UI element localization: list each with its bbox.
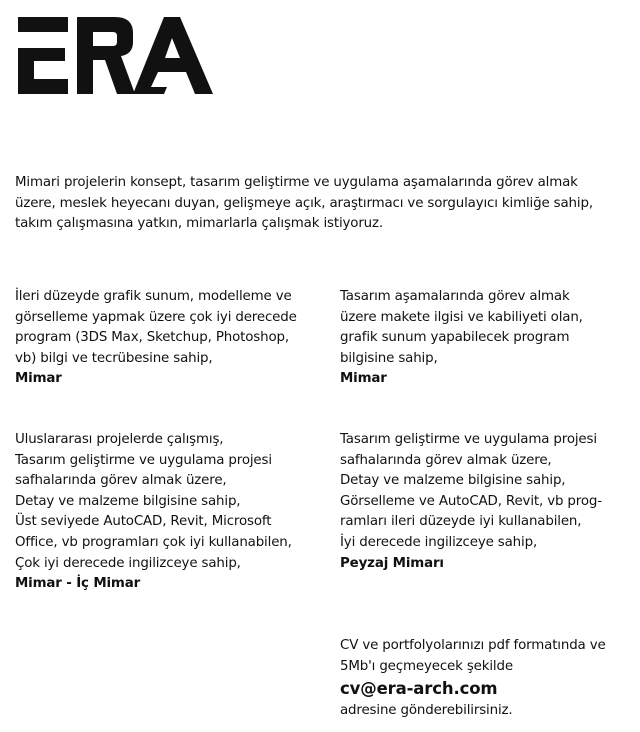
requirement-line: ramları ileri düzeyde iyi kullanabilen, <box>340 514 582 530</box>
position-block-mimar-design <box>340 287 640 390</box>
requirement-line: üzere makete ilgisi ve kabiliyeti olan, <box>340 309 583 325</box>
position-title: Mimar <box>340 371 387 387</box>
position-title: Mimar <box>15 371 62 387</box>
requirement-line: vb) bilgi ve tecrübesine sahip, <box>15 350 213 366</box>
requirement-line: Office, vb programları çok iyi kullanabilen, <box>15 534 292 550</box>
requirement-line: Görselleme ve AutoCAD, Revit, vb prog- <box>340 493 602 509</box>
position-title: Mimar - İç Mimar <box>15 576 141 592</box>
requirement-line: Detay ve malzeme bilgisine sahip, <box>15 493 241 509</box>
contact-block <box>340 636 635 722</box>
contact-line: 5Mb'ı geçmeyecek şekilde <box>340 658 513 674</box>
requirement-line: Uluslararası projelerde çalışmış, <box>15 432 224 447</box>
requirement-line: İyi derecede ingilizceye sahip, <box>340 534 538 550</box>
position-block-peyzaj-mimari <box>340 430 640 574</box>
requirement-line: Tasarım geliştirme ve uygulama projesi <box>15 452 272 468</box>
requirement-line: bilgisine sahip, <box>340 350 438 366</box>
requirement-line: Tasarım geliştirme ve uygulama projesi <box>340 432 597 447</box>
position-block-mimar-graphics <box>15 287 315 390</box>
intro-line: takım çalışmasına yatkın, mimarlarla çalışmak istiyoruz. <box>15 216 384 232</box>
position-title: Peyzaj Mimarı <box>340 555 444 571</box>
contact-line: CV ve portfolyolarınızı pdf formatında ve <box>340 638 606 653</box>
requirement-line: Üst seviyede AutoCAD, Revit, Microsoft <box>15 514 272 530</box>
requirement-line: safhalarında görev almak üzere, <box>340 452 552 468</box>
requirement-line: İleri düzeyde grafik sunum, modelleme ve <box>15 289 292 304</box>
logo-letter-e <box>18 17 68 94</box>
contact-suffix: adresine gönderebilirsiniz. <box>340 703 513 719</box>
requirement-line: görselleme yapmak üzere çok iyi derecede <box>15 309 297 325</box>
requirement-line: Detay ve malzeme bilgisine sahip, <box>340 473 566 489</box>
requirement-line: Tasarım aşamalarında görev almak <box>340 289 570 304</box>
era-logo <box>15 16 215 96</box>
requirement-line: grafik sunum yapabilecek program <box>340 330 570 346</box>
logo-letter-a <box>133 17 213 94</box>
intro-line: Mimari projelerin konsept, tasarım geliştirme ve uygulama aşamalarında görev almak <box>15 175 578 190</box>
intro-line: üzere, meslek heyecanı duyan, gelişmeye açık, araştırmacı ve sorgulayıcı kimliğe sahip, <box>15 195 593 211</box>
requirement-line: Çok iyi derecede ingilizceye sahip, <box>15 555 241 571</box>
logo-letter-r <box>77 17 135 94</box>
requirement-line: program (3DS Max, Sketchup, Photoshop, <box>15 330 289 346</box>
requirement-line: safhalarında görev almak üzere, <box>15 473 227 489</box>
intro-paragraph <box>15 173 630 235</box>
position-block-ic-mimar <box>15 430 315 595</box>
contact-email-link[interactable]: cv@era-arch.com <box>340 679 498 699</box>
